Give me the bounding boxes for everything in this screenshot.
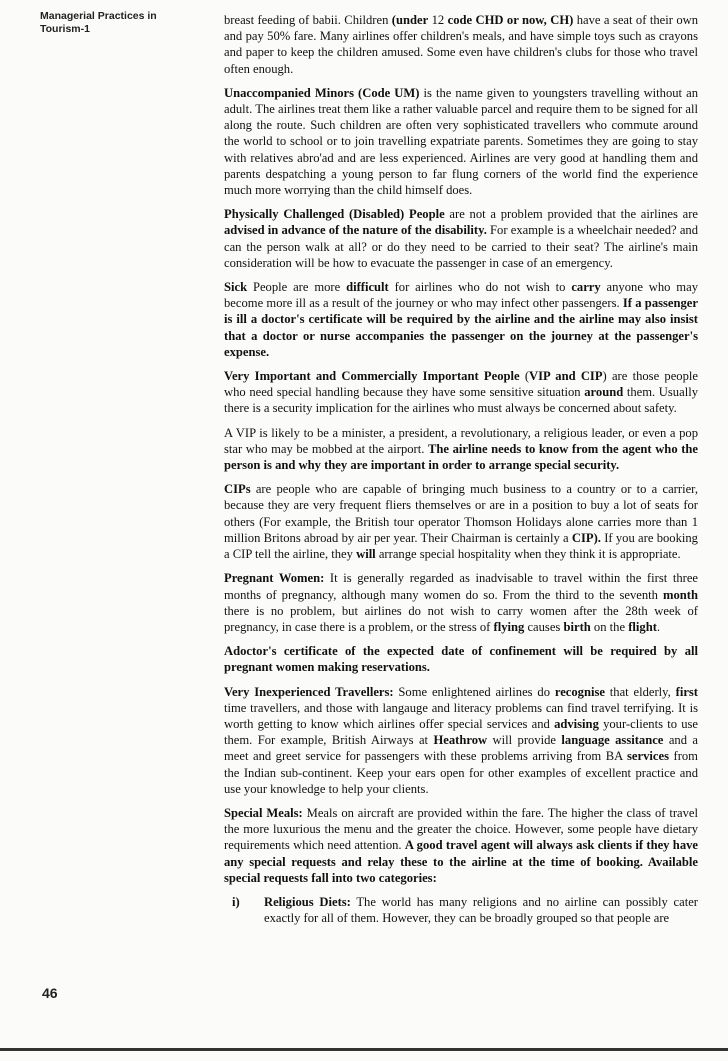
paragraph-special-meals: Special Meals: Meals on aircraft are provided within the fare. The higher the class of travel the more luxurious the menu and the greater the choice. However, some people have dietary requirements which need attention. A good travel agent will always ask clients if they have any special requests and relay these to the airline at the time of booking. Available special requests fall into two categories: bbox=[224, 805, 698, 885]
paragraph-sick-people: Sick People are more difficult for airlines who do not wish to carry anyone who may become more ill as a result of the journey or who may infect other passengers. If a passenger is ill a doctor's certificate will be required by the airline and the airline may also insist that a doctor or nurse accompanies the passenger on the journey at the passenger's expense. bbox=[224, 280, 698, 359]
running-header-line-1: Managerial Practices in bbox=[40, 10, 157, 22]
running-header-line-2: Tourism-1 bbox=[40, 23, 90, 35]
page-body bbox=[224, 12, 698, 926]
list-marker: i) bbox=[232, 894, 240, 909]
paragraph-inexperienced-travellers: Very Inexperienced Travellers: Some enlightened airlines do recognise that elderly, first time travellers, and those with langauge and literacy problems can find travel terrifying. It is worth getting to know which airlines offer special services and advising your-clients to use them. For example, British Airways at Heathrow will provide language assitance and a meet and greet service for passengers with these problems arriving from BA services from the Indian sub-continent. Keep your ears open for other examples of excellent practice and use your knowledge to help your clients. bbox=[224, 684, 699, 796]
paragraph-unaccompanied-minors: Unaccompanied Minors (Code UM) is the name given to youngsters travelling without an adult. The airlines treat them like a rather valuable parcel and require them to be signed for all along the route. Such children are often very sophisticated travellers who commute around the world to school or to join travelling expatriate parents. Sometimes they are going to stay with relatives abro'ad and are less experienced. Airlines are very good at handling them and parents despatching a young person to far flung corners of the world find the experience much more worrying than the child himself does. bbox=[224, 85, 698, 198]
paragraph-pregnant-women: Pregnant Women: It is generally regarded as inadvisable to travel within the first three months of pregnancy, although many women do so. From the third to the seventh month there is no problem, but airlines do not wish to carry women after the 28th week of pregnancy, in case there is a problem, or the stress of flying causes birth on the flight. bbox=[224, 571, 699, 634]
bottom-rule bbox=[0, 1048, 728, 1051]
list-item-text: Religious Diets: The world has many religions and no airline can possibly cater exactly for all of them. However, they can be broadly grouped so that people are bbox=[264, 894, 698, 926]
paragraph-physically-challenged: Physically Challenged (Disabled) People are not a problem provided that the airlines are advised in advance of the nature of the disability. For example is a wheelchair needed? and can the person walk at all? or do they need to be carried to their seat? The airline's main consideration will be how to evacuate the passenger in case of an emergency. bbox=[224, 207, 699, 270]
paragraph-cips: CIPs are people who are capable of bringing much business to a country or to a carrier, because they are very frequent fliers themselves or are in a position to buy a lot of seats for others (For example, the British tour operator Thomson Holidays alone carries more than 1 million Britons abroad by air per year. Their Chairman is certainly a CIP). If you are booking a CIP tell the airline, they will arrange special hospitality when they think it is appropriate. bbox=[224, 482, 698, 562]
paragraph-doctor-certificate: Adoctor's certificate of the expected date of confinement will be required by all pregnant women making reservations. bbox=[224, 644, 698, 675]
paragraph-vip-cip: Very Important and Commercially Important People (VIP and CIP) are those people who need special handling because they have some sensitive situation around them. Usually there is a security implication for the airlines who must always be concerned about safety. bbox=[224, 369, 698, 416]
page-number: 46 bbox=[42, 985, 58, 1001]
running-header bbox=[40, 10, 190, 36]
paragraph-vip: A VIP is likely to be a minister, a president, a revolutionary, a religious leader, or even a pop star who may be mobbed at the airport. The airline needs to know from the agent who the person is and why they are important in order to arrange special security. bbox=[224, 425, 698, 473]
paragraph-children: breast feeding of babii. Children (under 12 code CHD or now, CH) have a seat of their own and pay 50% fare. Many airlines offer children's meals, and have simple toys such as crayons and paper to keep the children amused. Some even have children's clubs for those who travel often enough. bbox=[224, 13, 699, 76]
list-item-religious-diets bbox=[232, 894, 698, 926]
